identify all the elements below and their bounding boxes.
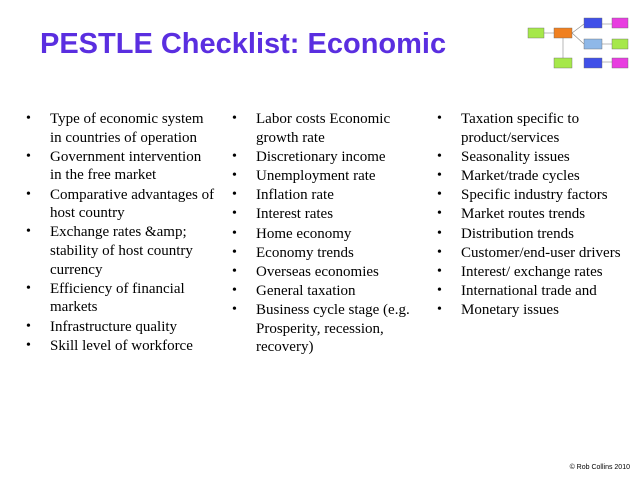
diagram-box <box>554 28 572 38</box>
flow-diagram-icon <box>526 14 636 74</box>
list-item-text: Inflation rate <box>256 187 334 204</box>
bullet-icon: • <box>437 167 442 183</box>
list-item <box>232 205 427 224</box>
list-item <box>437 110 632 147</box>
list-item-text: Home economy <box>256 225 352 242</box>
page-title: PESTLE Checklist: Economic <box>40 28 447 60</box>
diagram-box <box>612 39 628 49</box>
list-item-text: Monetary issues <box>461 302 559 319</box>
list-item-text: Distribution trends <box>461 225 574 242</box>
list-item-text: Comparative advantages of host country <box>50 186 215 222</box>
list-item-text: Exchange rates &amp; stability of host country currency <box>50 224 193 278</box>
list-item-text: Interest/ exchange rates <box>461 263 603 280</box>
list-item <box>232 167 427 186</box>
bullet-icon: • <box>26 224 31 240</box>
list-item-text: Interest rates <box>256 206 334 223</box>
list-item <box>26 186 216 223</box>
list-item <box>232 110 427 147</box>
list-item <box>26 110 216 147</box>
diagram-box <box>554 58 572 68</box>
list-item <box>232 282 427 301</box>
list-item <box>26 280 216 317</box>
list-item-text: Economy trends <box>256 244 354 261</box>
bullet-icon: • <box>437 206 442 222</box>
bullet-column-3 <box>437 110 632 320</box>
bullet-icon: • <box>232 244 237 260</box>
list-item <box>437 148 632 167</box>
list-item <box>232 225 427 244</box>
list-item-text: Overseas economies <box>256 263 379 280</box>
list-item <box>437 186 632 205</box>
copyright-notice: © Rob Collins 2010 <box>569 464 630 471</box>
list-item-text: Skill level of workforce <box>50 337 193 354</box>
list-item <box>26 337 216 356</box>
list-item-text: Labor costs Economic growth rate <box>256 111 391 146</box>
list-item <box>26 148 216 185</box>
bullet-icon: • <box>26 148 31 164</box>
list-item <box>437 244 632 263</box>
bullet-column-2 <box>232 110 427 358</box>
bullet-icon: • <box>26 318 31 334</box>
bullet-icon: • <box>437 244 442 260</box>
bullet-icon: • <box>232 187 237 203</box>
list-item-text: Unemployment rate <box>256 167 376 184</box>
bullet-icon: • <box>232 167 237 183</box>
list-item-text: International trade and <box>461 283 597 300</box>
list-item <box>437 167 632 186</box>
bullet-column-1 <box>26 110 216 356</box>
list-item-text: Seasonality issues <box>461 148 570 165</box>
bullet-icon: • <box>232 111 237 126</box>
diagram-box <box>612 58 628 68</box>
bullet-icon: • <box>437 283 442 299</box>
bullet-icon: • <box>232 263 237 279</box>
diagram-box <box>584 58 602 68</box>
list-item <box>437 225 632 244</box>
diagram-box <box>612 18 628 28</box>
list-item <box>437 205 632 224</box>
bullet-icon: • <box>437 225 442 241</box>
list-item <box>232 148 427 167</box>
list-item-text: Discretionary income <box>256 148 386 165</box>
bullet-icon: • <box>232 302 237 318</box>
bullet-icon: • <box>232 148 237 164</box>
list-item <box>232 263 427 282</box>
bullet-icon: • <box>437 263 442 279</box>
bullet-icon: • <box>26 111 31 126</box>
list-item-text: Taxation specific to product/services <box>461 111 580 146</box>
list-item-text: Market routes trends <box>461 206 586 223</box>
bullet-icon: • <box>232 283 237 299</box>
list-item <box>26 318 216 337</box>
bullet-icon: • <box>26 280 31 296</box>
list-item-text: Government intervention in the free market <box>50 148 202 184</box>
list-item-text: Customer/end-user drivers <box>461 244 621 261</box>
list-item-text: General taxation <box>256 283 356 300</box>
bullet-icon: • <box>232 225 237 241</box>
list-item <box>437 282 632 301</box>
list-item <box>232 301 427 357</box>
bullet-icon: • <box>26 186 31 202</box>
list-item-text: Infrastructure quality <box>50 318 178 335</box>
bullet-icon: • <box>26 337 31 353</box>
list-item-text: Business cycle stage (e.g. Prosperity, recession, recovery) <box>256 302 410 356</box>
list-item-text: Efficiency of financial markets <box>50 280 185 316</box>
list-item <box>232 244 427 263</box>
list-item-text: Market/trade cycles <box>461 167 580 184</box>
diagram-box <box>528 28 544 38</box>
list-item <box>437 263 632 282</box>
list-item <box>437 301 632 320</box>
bullet-icon: • <box>437 187 442 203</box>
diagram-box <box>584 39 602 49</box>
list-item-text: Specific industry factors <box>461 187 608 204</box>
list-item <box>232 186 427 205</box>
bullet-icon: • <box>437 148 442 164</box>
bullet-icon: • <box>232 206 237 222</box>
bullet-icon: • <box>437 111 442 126</box>
list-item-text: Type of economic system in countries of operation <box>50 111 204 146</box>
bullet-icon: • <box>437 302 442 318</box>
diagram-box <box>584 18 602 28</box>
list-item <box>26 223 216 279</box>
